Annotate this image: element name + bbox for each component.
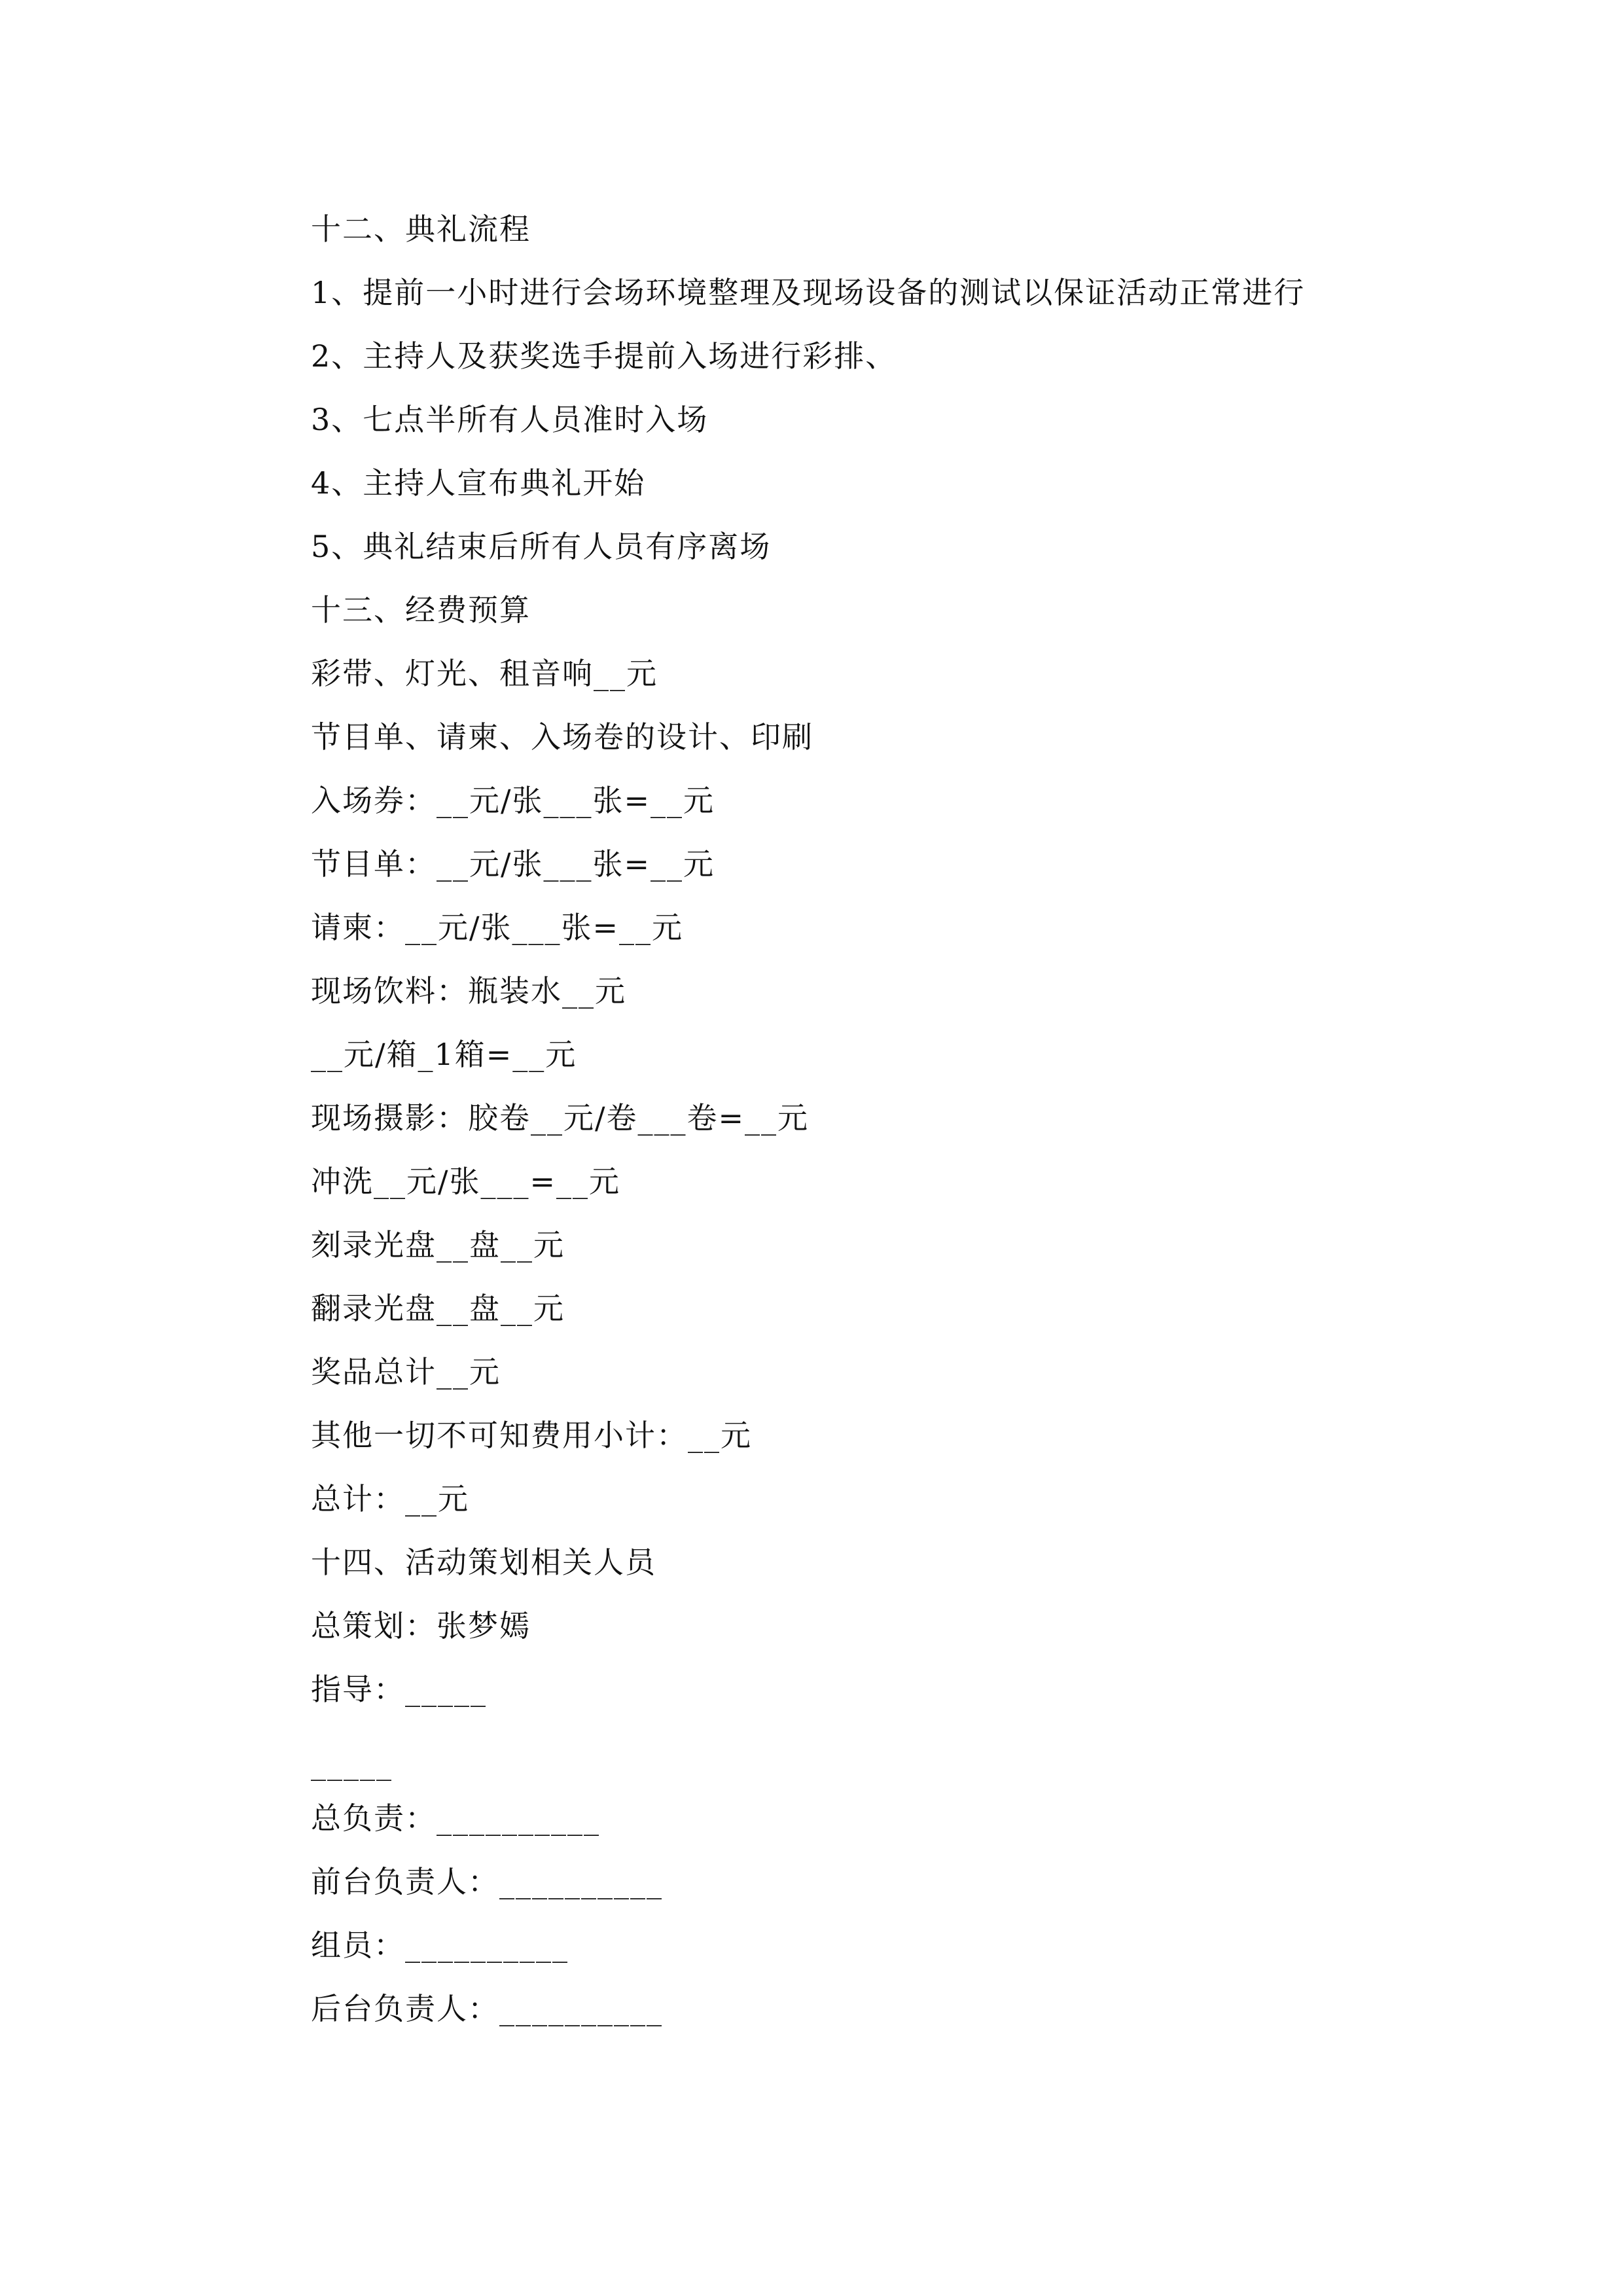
staff-front-desk-lead: 前台负责人：__________ <box>311 1864 663 1899</box>
budget-item-prizes: 奖品总计__元 <box>311 1354 501 1390</box>
budget-item-drinks-box: __元/箱_1箱=__元 <box>311 1037 577 1072</box>
section-heading-ceremony-process: 十二、典礼流程 <box>311 211 531 247</box>
document-body <box>311 203 1384 2046</box>
budget-item-invitations: 请柬：__元/张___张=__元 <box>311 910 684 945</box>
staff-team-members: 组员：__________ <box>311 1928 569 1963</box>
process-step-3: 3、七点半所有人员准时入场 <box>311 402 709 437</box>
staff-advisor: 指导：_____ <box>311 1672 487 1707</box>
budget-item-developing: 冲洗__元/张___=__元 <box>311 1164 621 1199</box>
process-step-4: 4、主持人宣布典礼开始 <box>311 465 646 501</box>
budget-item-drinks: 现场饮料：瓶装水__元 <box>311 973 626 1009</box>
process-step-2: 2、主持人及获奖选手提前入场进行彩排、 <box>311 338 897 374</box>
budget-item-photography: 现场摄影：胶卷__元/卷___卷=__元 <box>311 1100 810 1136</box>
budget-item-burn-discs: 刻录光盘__盘__元 <box>311 1227 565 1263</box>
budget-item-decoration: 彩带、灯光、租音响__元 <box>311 656 658 691</box>
staff-advisor-blank: _____ <box>311 1746 393 1781</box>
budget-item-tickets: 入场券：__元/张___张=__元 <box>311 783 715 818</box>
budget-item-misc: 其他一切不可知费用小计：__元 <box>311 1418 752 1453</box>
budget-item-printing: 节目单、请柬、入场卷的设计、印刷 <box>311 719 813 755</box>
section-heading-budget: 十三、经费预算 <box>311 592 531 628</box>
budget-total: 总计：__元 <box>311 1481 469 1516</box>
staff-chief-planner: 总策划：张梦嫣 <box>311 1608 531 1643</box>
process-step-5: 5、典礼结束后所有人员有序离场 <box>311 529 772 564</box>
section-heading-staff: 十四、活动策划相关人员 <box>311 1545 656 1580</box>
staff-general-lead: 总负责：__________ <box>311 1801 600 1836</box>
budget-item-programs: 节目单：__元/张___张=__元 <box>311 846 715 882</box>
process-step-1: 1、提前一小时进行会场环境整理及现场设备的测试以保证活动正常进行 <box>311 275 1306 310</box>
staff-backstage-lead: 后台负责人：__________ <box>311 1991 663 2026</box>
budget-item-copy-discs: 翻录光盘__盘__元 <box>311 1291 565 1326</box>
